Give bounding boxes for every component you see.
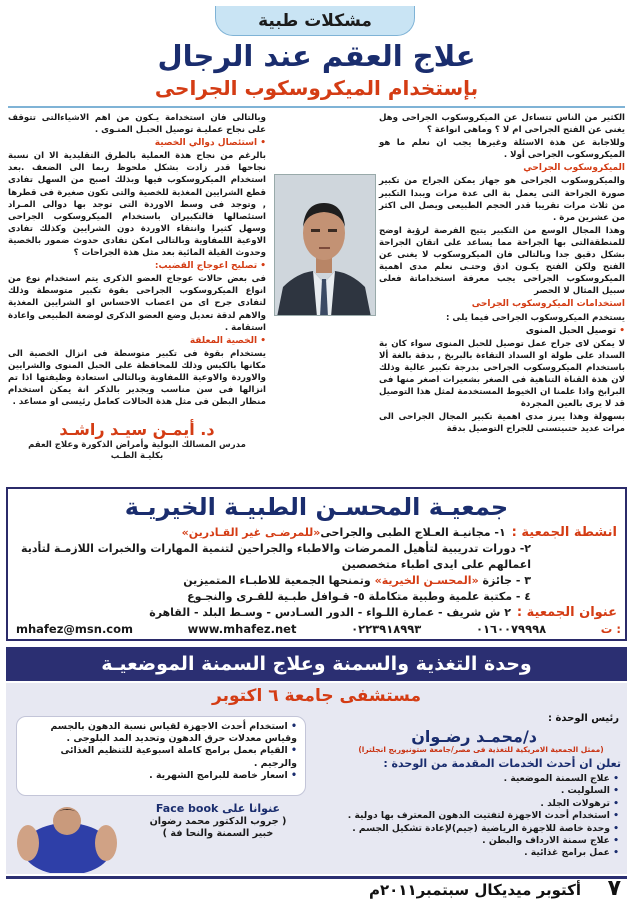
services-list (323, 773, 619, 860)
page-title: علاج العقم عند الرجال (157, 39, 476, 73)
author-name: د. أيمـن سيـد راشـد (59, 420, 215, 439)
service-item: • عمل برامج غذائية . (323, 847, 619, 859)
page-number: ٧ (607, 876, 621, 900)
article-left-column (8, 112, 266, 409)
facebook-group-name: ( جروب الدكتور محمد رضوان (149, 815, 287, 827)
activity-3-award: «المحسـن الخيرية» (374, 574, 479, 587)
author-signature (8, 420, 266, 482)
service-item: • وحدة خاصة للاجهزة الرياضية (جيم)لإعادة تشكيل الجسم . (323, 823, 619, 835)
service-item: • استخدام أحدث الاجهزة لتفتيت الدهون المعترف بها دولية . (323, 810, 619, 822)
service-box-item: • استخدام أحدث الاجهزة لقياس نسبة الدهون بالجسم وقياس معدلات حرق الدهون وتحديد المد البلوجى . (25, 721, 297, 745)
activity-row (14, 525, 617, 541)
activities-label: انشطة الجمعية : (511, 525, 617, 540)
article-subheading: • توصيل الحبل المنوى (379, 325, 625, 337)
phone-1: ٠١٦٠٠٧٩٩٩٨ (475, 622, 547, 636)
activity-3: ٣ - جائزة (482, 574, 531, 587)
article-subheading: • استئصال دوالي الخصية (8, 137, 266, 149)
unit-head-name: د/محمـد رضـوان (411, 727, 537, 746)
activity-1: ١- مجانيـة العـلاج الطبى والجراحى (320, 526, 506, 539)
service-item: • علاج سمنة الارداف والبطن . (323, 835, 619, 847)
article-subheading: الميكروسكوب الجراحي (523, 163, 625, 174)
title-box (8, 36, 625, 106)
phone-label: ت : (600, 622, 621, 636)
article-subheading: استخدامات الميكروسكوب الجراحى (471, 299, 625, 310)
phone-2: ٠٢٢٣٩١٨٩٩٣ (351, 622, 422, 636)
association-title: جمعيـة المحسـن الطبيـة الخيريـة (124, 493, 509, 521)
article-paragraph: وبالتالى فان استخدامة يـكون من اهم الاشياءالتى تتوقف على نجاح عمليـة توصيل الحبـل المنـوى . (8, 113, 266, 136)
title-underline (8, 106, 625, 108)
unit-head-description: (ممثل الجمعية الامريكية للتغذية فى مصر/جامعة ستونيوريج انجلترا) (358, 745, 604, 754)
activity-1-note: «للمرضـى غير القـادرين» (181, 526, 321, 539)
author-faculty: بكليـة الطـب (110, 451, 164, 461)
address: ٢ ش شريف - عمارة اللـواء - الدور السـادس - وسـط البلد - القاهرة (149, 606, 511, 619)
service-item: • ترهولات الجلد . (323, 798, 619, 810)
service-item: • علاج السمنة الموضعية . (323, 773, 619, 785)
contact-row (16, 621, 621, 637)
address-row (14, 605, 617, 621)
website-link[interactable]: www.mhafez.net (187, 622, 297, 636)
article-paragraph: والميكروسكوب الجراحى هو جهاز يمكن الجراح من تكبير صورة الجراحة التى يعمل بة الى عدة مرات ويبدا التكبير من ثلاث مرات تقريبا قدر الحجم الطبيعى ويصل الى اكثر من عشرين مرة . (379, 176, 625, 223)
article-paragraph: لا يمكن لاى جراح عمل توصيل للحبل المنوى سواء كان بة السداد على طولة او السداد التقاءة بالبربخ , بدقة بالغة ألا باستخدام الميكروسكوب الجراحى بدرجة تكبير عالية وذلك لان هذة القناة التناهية فى الصغر بشعيرات اصغر منها فى البرابخ واذا علمنا ان الخيوط المستخدمة لمثل هذا التوصيل قد لا يرى بالعين المجردة (379, 338, 625, 410)
activity-3-row (14, 573, 617, 589)
article-paragraph: بالرغم من نجاح هذة العملية بالطرق التقليدية الا ان نسبة نجاحها قدر زادت بشكل ملحوظ ربما الى الضعف .بعد استخدام الميكروسكوب فيها وبذلك اصبح من السهل تفادى قطع الشرايين المغذية للخصية والتى تكون صغيرة فى قطرها , وتوجد فى وسط الاوردة التى توجد بها دوالى المـراد استئصالها فالتكبيران باستخدام الميكروسكوب الجراحى وسهل كثيرا وانتقاء الاوردة دون الشرايين وكذلك تفادى الاوعية اللمفاوية وبالتالى امكن تفادى حدوث ضمور بالخصية وحدوث القيلة المائية بعد مثل هذة الجراحات ؟ (8, 151, 266, 259)
unit-services-box-list (25, 721, 297, 782)
facebook-group-desc: خبير السمنة والنحا فة ) (162, 828, 274, 839)
author-role: مدرس المسالك البولية وأمراض الذكورة وعلاج العقم (28, 440, 246, 450)
obesity-figure (12, 799, 122, 873)
author-photo (274, 174, 376, 316)
unit-hospital: مستشفى جامعة ٦ اكتوبر (6, 683, 627, 709)
article-paragraph: وهذا المجال الوسع من التكبير يتيح الفرصة لرؤية اوضح للمنطقةالتى بها الجراحة مما يساعد على اتقان الجراحة بشكل دقيق جدا وبالتالى فان الميكروسكوب لا يغنى عن الفتح ولكن الفتح يكـون ادق وحتـى نعلم مدى اهمية الميكروسكوب الجراحى يجب معرفة استخداماتة فعلى سبيل المثال لا الحصر (379, 225, 625, 297)
services-intro: تعلن ان أحدث الخدمات المقدمة من الوحدة : (383, 757, 621, 770)
unit-services-box (16, 716, 306, 796)
service-item: • السلوليت . (323, 785, 619, 797)
address-label: عنوان الجمعية : (516, 605, 617, 620)
article-subheading: • الخصية المعلقة (8, 335, 266, 347)
service-box-item: • اسعار خاصة للبرامج الشهرية . (25, 770, 297, 782)
article-right-column (379, 112, 625, 436)
article-paragraph: الكثير من الناس تتساءل عن الميكروسكوب الجراحى وهل يغنى عن الفتح الجراحى ام لا ؟ وماهى انواعة ؟ (379, 113, 625, 136)
page-footer (6, 876, 627, 898)
email-link[interactable]: mhafez@msn.com (16, 622, 134, 636)
activity-2: ٢- دورات تدريبية لتأهيل الممرضات والاطباء والجراحين لتنمية المهارات والخبرات اللازمـة لتأدية اعمالهم على ايدى اطباء متخصصين (21, 542, 531, 571)
issue-label: أكتوبر ميديكال سبتمبر٢٠١١م (368, 881, 581, 899)
obesity-figure-image (12, 799, 122, 873)
author-photo-image (274, 175, 375, 316)
unit-area (6, 709, 627, 874)
article-paragraph: يستخدام بقوة فى تكبير متوسطة فى انزال الخصية الى مكانها بالكيس وذلك للمحافظة على الحبل المنوى والشرايين والاوردة والاوعية اللمفاوية وبالتالى استعادة وظيفتها اذا تم انزالها فى سن مناسب ويجدير بالذكر انة يمكن استخدام منظار البطن فى مثل هذة الحالات كعامل رئيسى او مساعد . (8, 348, 266, 408)
unit-banner: وحدة التغذية والسمنة وعلاج السمنة الموضعيـة (6, 647, 627, 681)
association-activities (14, 525, 617, 621)
association-box (6, 487, 627, 641)
article-subheading: • تصليح اعوجاج القضيب: (8, 260, 266, 272)
article-paragraph: بسهولة وهذا يبرز مدى اهمية تكبير المجال الجراحى الى مرات عديد حتىيتسنى للجراح التوصيل بدقة (379, 412, 625, 435)
article-paragraph: وللاجابة عن هذة الاسئلة وغيرها يجب ان نعلم ما هو الميكروسكوب الجراحى أولا . (379, 138, 625, 161)
activity-4: ٤ - مكتبة علمية وطبية متكاملة ٥- قـوافل طبـية للقـرى والنجـوع (187, 590, 531, 603)
service-box-item: • القيام بعمل برامج كاملة اسبوعية للتنظيم الغذائى والرجيم . (25, 745, 297, 769)
section-tab: مشكلات طبية (215, 6, 415, 36)
unit-head-label: رئيس الوحدة : (547, 713, 619, 724)
activity-3-desc: وتمنحها الجمعية للاطبـاء المتميزين (183, 574, 371, 587)
article (8, 112, 625, 482)
facebook-title: عنوانا على Face book (155, 802, 281, 815)
article-paragraph: فى بعض حالات عوجاج العضو الذكرى يتم استخدام نوع من انواع الميكروسكوب الجراحى بقوة تكبير متوسطة وذلك لتفادى جرح اى من اعصاب الاحساس او الشرايين المغذية والاهم لدقة تعديل وضع العضو الذكرى لوضعة الطبيعى واعادة استقامة . (8, 274, 266, 333)
page-subtitle: بإستخدام الميكروسكوب الجراحى (154, 76, 479, 100)
article-paragraph: يستخدم الميكروسكوب الجراحى فيما يلى : (445, 312, 625, 323)
facebook-info (128, 803, 308, 871)
